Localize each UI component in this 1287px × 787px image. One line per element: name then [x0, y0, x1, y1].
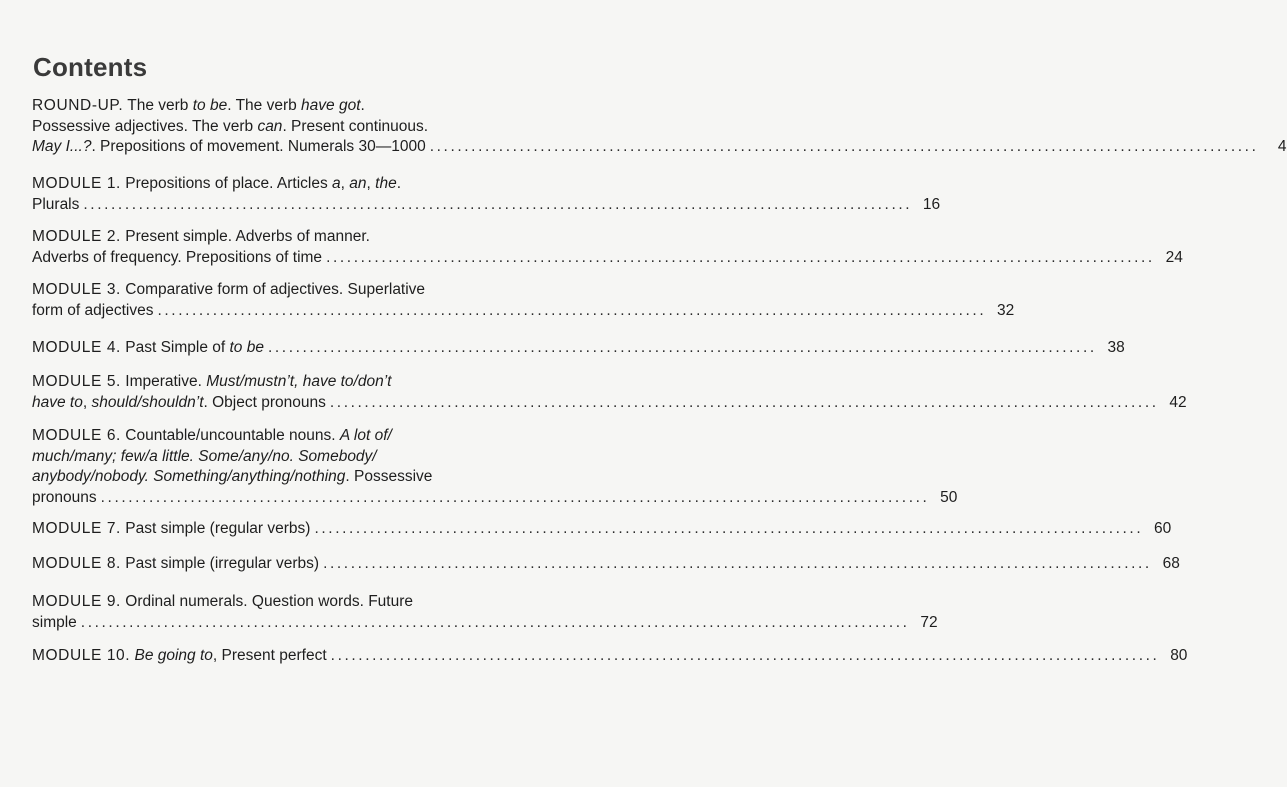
toc-entry[interactable]	[32, 519, 1172, 540]
toc-entry-text-run: Ordinal numerals. Question words. Future	[120, 593, 413, 610]
toc-entry[interactable]	[32, 338, 1125, 359]
toc-entry-text	[32, 468, 432, 485]
toc-page-number: 38	[1107, 339, 1125, 356]
toc-entry-label: MODULE 2.	[32, 228, 121, 245]
dot-leader: ........................................................................................................................	[314, 520, 1144, 537]
toc-entry-label: MODULE 10.	[32, 647, 131, 664]
toc-entry-italic-run: A lot of/	[339, 427, 392, 444]
toc-page-number: 60	[1154, 520, 1172, 537]
toc-entry-text	[32, 519, 310, 540]
toc-entry-italic-run: anybody/nobody. Something/anything/nothing	[32, 468, 346, 485]
toc-entry-italic-run: the	[375, 175, 397, 192]
toc-entry[interactable]	[32, 174, 941, 215]
toc-entry-label: MODULE 7.	[32, 520, 121, 537]
toc-entry-label: MODULE 4.	[32, 339, 121, 356]
toc-entry-text-run: Past simple (irregular verbs)	[120, 555, 320, 572]
dot-leader: ........................................................................................................................	[267, 339, 1097, 356]
dot-leader: ........................................................................................................................	[326, 248, 1155, 266]
toc-page-number: 4	[1277, 138, 1287, 155]
toc-entry-last-line	[32, 554, 1180, 575]
toc-entry-line	[32, 227, 532, 248]
dot-leader: ........................................................................................................................	[83, 195, 913, 213]
toc-entry-italic-run: May I...?	[32, 138, 92, 155]
dot-leader: ........................................................................................................................	[329, 393, 1159, 411]
toc-entry-text-run: .	[396, 175, 402, 192]
dot-leader: ........................................................................................................................	[330, 647, 1160, 664]
dot-leader: ........................................................................................................................	[100, 488, 930, 506]
toc-entry-last-line	[32, 137, 1287, 158]
toc-entry-text	[32, 281, 425, 298]
toc-entry-label: MODULE 9.	[32, 593, 121, 610]
toc-entry-label: MODULE 6.	[32, 427, 121, 444]
toc-entry-text-run: Possessive adjectives. The verb	[32, 117, 258, 135]
toc-entry-line	[32, 174, 532, 195]
toc-entry-line	[32, 467, 532, 488]
toc-entry-text	[32, 427, 392, 444]
toc-entry-text	[32, 448, 377, 465]
toc-entry-text-run: Comparative form of adjectives. Superlative	[120, 281, 426, 298]
toc-entry-last-line	[32, 393, 1187, 414]
toc-entry-text-run: .	[360, 97, 365, 114]
toc-entry-text-run: . Present continuous.	[282, 117, 429, 135]
page-title: Contents	[33, 52, 148, 82]
toc-entry-text	[32, 301, 153, 322]
toc-entry-last-line	[32, 646, 1188, 667]
toc-entry-text-run: Plurals	[32, 195, 80, 213]
toc-entry-italic-run: have to	[32, 393, 83, 411]
toc-entry[interactable]	[32, 280, 1015, 321]
toc-entry-text-run: pronouns	[32, 488, 97, 506]
toc-entry-text	[32, 338, 264, 359]
toc-entry-text-run: . The verb	[227, 97, 302, 114]
toc-entry-last-line	[32, 488, 958, 509]
toc-entry-text	[32, 97, 365, 114]
toc-entry[interactable]	[32, 372, 1187, 413]
toc-page-number: 50	[940, 488, 958, 506]
toc-page-number: 68	[1162, 555, 1180, 572]
toc-entry-text-run: . Prepositions of movement. Numerals 30—1000	[91, 138, 426, 155]
toc-entry-text-run: form of adjectives	[32, 301, 154, 319]
toc-entry-text-run: , Present perfect	[212, 647, 327, 664]
toc-entry-line	[32, 592, 532, 613]
toc-entry-text-run: Past simple (regular verbs)	[120, 520, 311, 537]
toc-entry-text-run: Present simple. Adverbs of manner.	[120, 228, 370, 245]
toc-entry-label: MODULE 1.	[32, 175, 121, 192]
toc-entry-text	[32, 248, 322, 269]
toc-entry-text	[32, 373, 391, 390]
toc-entry-text	[32, 393, 326, 414]
toc-entry-italic-run: a	[332, 175, 341, 192]
toc-entry[interactable]	[32, 554, 1180, 575]
toc-entry-italic-run: to be	[192, 97, 228, 114]
toc-entry-text	[32, 646, 327, 667]
toc-entry-text	[32, 137, 426, 158]
toc-entry-last-line	[32, 613, 938, 634]
dot-leader: ........................................................................................................................	[429, 138, 1259, 155]
dot-leader: ........................................................................................................................	[157, 301, 987, 319]
toc-entry-text-run: . Object pronouns	[203, 393, 326, 411]
toc-entry[interactable]	[32, 646, 1188, 667]
toc-entry-italic-run: should/shouldn’t	[91, 393, 204, 411]
toc-page-number: 42	[1169, 393, 1187, 411]
toc-entry-label: ROUND-UP.	[32, 97, 124, 114]
toc-entry-italic-run: much/many; few/a little. Some/any/no. Somebody/	[32, 447, 377, 465]
toc-entry-text-run: simple	[32, 613, 77, 631]
toc-entry-last-line	[32, 248, 1183, 269]
toc-entry-text-run: ,	[340, 175, 350, 192]
toc-entry-italic-run: to be	[229, 339, 264, 356]
toc-entry-line	[32, 280, 532, 301]
toc-page-number: 80	[1170, 647, 1188, 664]
toc-entry-text	[32, 118, 428, 135]
toc-entry-label: MODULE 3.	[32, 281, 121, 298]
toc-entry[interactable]	[32, 592, 938, 633]
toc-entry[interactable]	[32, 227, 1183, 268]
toc-entry-text-run: ,	[82, 393, 92, 411]
toc-entry-italic-run: an	[349, 175, 367, 192]
toc-entry[interactable]	[32, 426, 958, 508]
toc-entry-line	[32, 372, 532, 393]
toc-entry-last-line	[32, 301, 1015, 322]
toc-entry-italic-run: have got	[301, 97, 361, 114]
toc-page-number: 24	[1165, 248, 1183, 266]
toc-entry-text	[32, 175, 401, 192]
toc-entry-text	[32, 554, 319, 575]
toc-page-number: 32	[997, 301, 1015, 319]
toc-entry-text-run: The verb	[123, 97, 193, 114]
toc-entry-label: MODULE 8.	[32, 555, 121, 572]
toc-entry-last-line	[32, 519, 1172, 540]
toc-page-number: 16	[922, 195, 941, 213]
toc-entry-text	[32, 593, 413, 610]
toc-entry-label: MODULE 5.	[32, 373, 121, 390]
toc-entry-text-run: . Possessive	[345, 468, 433, 485]
dot-leader: ........................................................................................................................	[80, 613, 910, 631]
toc-entry-text	[32, 228, 370, 245]
toc-entry-line	[32, 426, 532, 447]
toc-entry-last-line	[32, 195, 941, 216]
toc-entry-text-run: Past Simple of	[120, 339, 230, 356]
toc-entry-italic-run: can	[257, 117, 283, 135]
toc-entry-text-run: Adverbs of frequency. Prepositions of time	[32, 248, 323, 266]
toc-page-number: 72	[920, 613, 938, 631]
toc-entry-text	[32, 195, 79, 216]
toc-entry-italic-run: Be going to	[134, 647, 213, 664]
toc-entry[interactable]	[32, 96, 1287, 158]
toc-entry-text-run: Imperative.	[120, 373, 207, 390]
toc-entry-text-run: Prepositions of place. Articles	[120, 175, 333, 192]
toc-entry-line	[32, 96, 532, 117]
dot-leader: ........................................................................................................................	[323, 555, 1152, 572]
toc-entry-last-line	[32, 338, 1125, 359]
toc-entry-line	[32, 447, 532, 468]
toc-entry-text-run: Countable/uncountable nouns.	[120, 427, 340, 444]
toc-entry-text-run: ,	[366, 175, 376, 192]
toc-entry-text	[32, 613, 77, 634]
toc-entry-text	[32, 488, 97, 509]
toc-entry-line	[32, 117, 532, 138]
toc-entry-italic-run: Must/mustn’t, have to/don’t	[206, 373, 392, 390]
